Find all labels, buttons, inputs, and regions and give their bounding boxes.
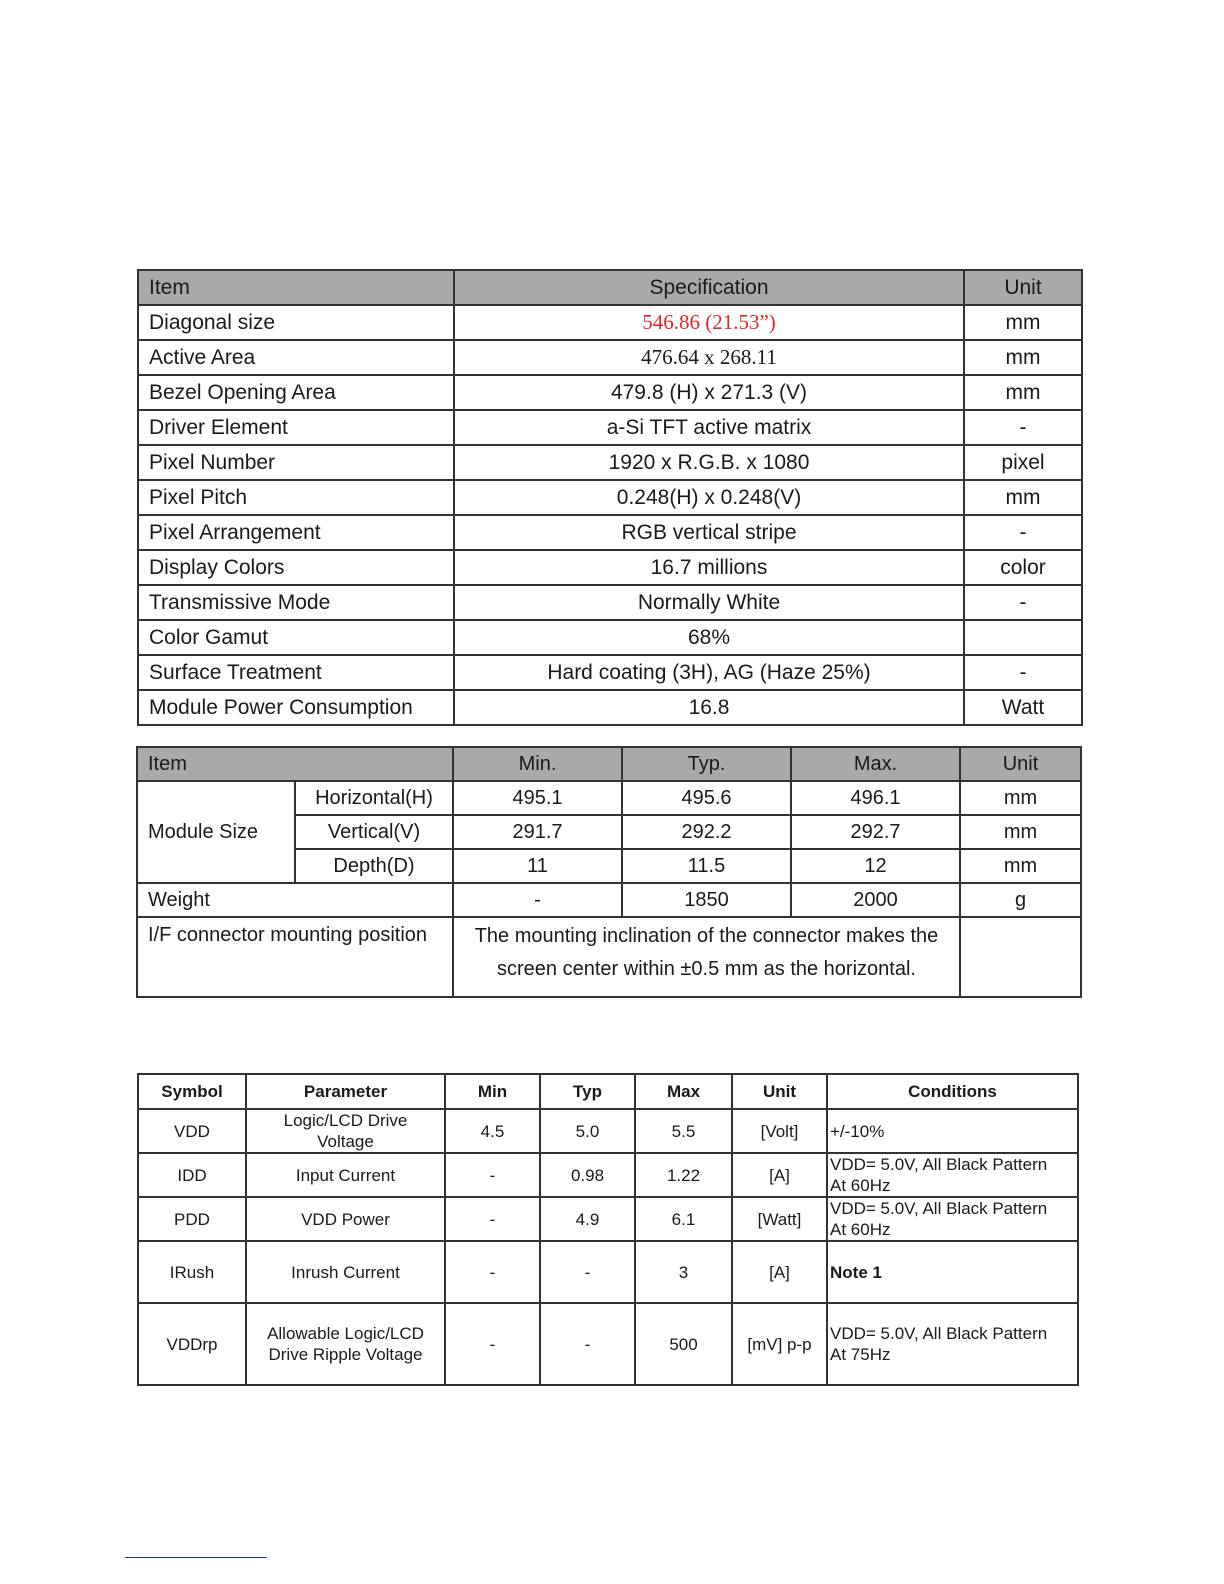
dimension-min: 495.1	[453, 781, 622, 815]
electrical-typ: 0.98	[540, 1153, 635, 1197]
spec-item: Driver Element	[138, 410, 454, 445]
electrical-parameter	[246, 1109, 445, 1153]
header-max: Max	[635, 1074, 732, 1109]
electrical-symbol: VDD	[138, 1109, 246, 1153]
electrical-row	[138, 1241, 1078, 1303]
electrical-min: -	[445, 1303, 540, 1385]
condition-line-1: VDD= 5.0V, All Black Pattern	[830, 1199, 1048, 1218]
spec-item: Pixel Number	[138, 445, 454, 480]
spec-unit: -	[964, 515, 1082, 550]
electrical-typ: 4.9	[540, 1197, 635, 1241]
spec-row	[138, 690, 1082, 725]
header-unit: Unit	[960, 747, 1081, 781]
dimension-max: 12	[791, 849, 960, 883]
condition-line-1: +/-10%	[830, 1121, 885, 1141]
spec-unit: -	[964, 585, 1082, 620]
electrical-min: -	[445, 1197, 540, 1241]
connector-description	[453, 917, 960, 997]
electrical-symbol: IRush	[138, 1241, 246, 1303]
electrical-max: 3	[635, 1241, 732, 1303]
connector-line-1: The mounting inclination of the connector makes the	[474, 925, 939, 947]
spec-value: 16.8	[454, 690, 964, 725]
spec-value: 16.7 millions	[454, 550, 964, 585]
header-unit: Unit	[732, 1074, 827, 1109]
spec-row	[138, 515, 1082, 550]
parameter-line-2: Voltage	[317, 1132, 374, 1151]
spec-item: Color Gamut	[138, 620, 454, 655]
spec-unit: -	[964, 655, 1082, 690]
weight-unit: g	[960, 883, 1081, 917]
spec-table	[137, 269, 1083, 726]
spec-value: Normally White	[454, 585, 964, 620]
electrical-conditions	[827, 1197, 1078, 1241]
electrical-max: 500	[635, 1303, 732, 1385]
spec-item: Active Area	[138, 340, 454, 375]
spec-unit: mm	[964, 480, 1082, 515]
electrical-min: -	[445, 1241, 540, 1303]
spec-row	[138, 655, 1082, 690]
electrical-unit: [mV] p-p	[732, 1303, 827, 1385]
electrical-min: 4.5	[445, 1109, 540, 1153]
connector-row	[137, 917, 1081, 997]
spec-unit: color	[964, 550, 1082, 585]
dimension-typ: 292.2	[622, 815, 791, 849]
spec-unit: mm	[964, 305, 1082, 340]
dimension-header-row	[137, 747, 1081, 781]
spec-unit: mm	[964, 375, 1082, 410]
condition-line-2: At 60Hz	[830, 1220, 891, 1239]
electrical-row	[138, 1109, 1078, 1153]
header-max: Max.	[791, 747, 960, 781]
condition-line-1: VDD= 5.0V, All Black Pattern	[830, 1324, 1048, 1343]
weight-typ: 1850	[622, 883, 791, 917]
spec-unit: -	[964, 410, 1082, 445]
spec-value: 1920 x R.G.B. x 1080	[454, 445, 964, 480]
header-unit: Unit	[964, 270, 1082, 305]
condition-line-2: At 60Hz	[830, 1176, 891, 1195]
spec-item: Transmissive Mode	[138, 585, 454, 620]
electrical-conditions	[827, 1241, 1078, 1303]
spec-item: Diagonal size	[138, 305, 454, 340]
dimension-typ: 11.5	[622, 849, 791, 883]
dimension-unit: mm	[960, 781, 1081, 815]
header-parameter: Parameter	[246, 1074, 445, 1109]
parameter-line-2: Drive Ripple Voltage	[268, 1345, 423, 1364]
dimension-row	[137, 781, 1081, 815]
spec-header-row	[138, 270, 1082, 305]
dimension-sub-label: Vertical(V)	[295, 815, 453, 849]
header-min: Min	[445, 1074, 540, 1109]
electrical-unit: [Watt]	[732, 1197, 827, 1241]
header-min: Min.	[453, 747, 622, 781]
electrical-row	[138, 1303, 1078, 1385]
header-item: Item	[138, 270, 454, 305]
electrical-conditions	[827, 1303, 1078, 1385]
condition-line-2: At 75Hz	[830, 1345, 891, 1364]
electrical-min: -	[445, 1153, 540, 1197]
spec-item: Module Power Consumption	[138, 690, 454, 725]
electrical-unit: [A]	[732, 1153, 827, 1197]
dimension-max: 292.7	[791, 815, 960, 849]
spec-value: 546.86 (21.53”)	[454, 305, 964, 340]
spec-row	[138, 340, 1082, 375]
spec-unit: mm	[964, 340, 1082, 375]
weight-label: Weight	[137, 883, 453, 917]
weight-max: 2000	[791, 883, 960, 917]
spec-item: Bezel Opening Area	[138, 375, 454, 410]
spec-item: Display Colors	[138, 550, 454, 585]
spec-row	[138, 375, 1082, 410]
electrical-header-row	[138, 1074, 1078, 1109]
dimension-min: 291.7	[453, 815, 622, 849]
electrical-table	[137, 1073, 1079, 1386]
connector-label: I/F connector mounting position	[137, 917, 453, 997]
spec-item: Pixel Pitch	[138, 480, 454, 515]
spec-row	[138, 480, 1082, 515]
dimension-table	[136, 746, 1082, 998]
condition-note: Note 1	[830, 1262, 882, 1282]
spec-value: 479.8 (H) x 271.3 (V)	[454, 375, 964, 410]
electrical-parameter	[246, 1303, 445, 1385]
spec-unit: Watt	[964, 690, 1082, 725]
header-specification: Specification	[454, 270, 964, 305]
spec-unit: pixel	[964, 445, 1082, 480]
header-item: Item	[137, 747, 453, 781]
dimension-max: 496.1	[791, 781, 960, 815]
dimension-unit: mm	[960, 849, 1081, 883]
weight-row	[137, 883, 1081, 917]
connector-line-2: screen center within ±0.5 mm as the horizontal.	[497, 958, 916, 980]
spec-value: a-Si TFT active matrix	[454, 410, 964, 445]
weight-min: -	[453, 883, 622, 917]
electrical-symbol: VDDrp	[138, 1303, 246, 1385]
dimension-min: 11	[453, 849, 622, 883]
header-conditions: Conditions	[827, 1074, 1078, 1109]
condition-line-1: VDD= 5.0V, All Black Pattern	[830, 1155, 1048, 1174]
spec-value: 476.64 x 268.11	[454, 340, 964, 375]
spec-value: 0.248(H) x 0.248(V)	[454, 480, 964, 515]
spec-item: Pixel Arrangement	[138, 515, 454, 550]
electrical-max: 1.22	[635, 1153, 732, 1197]
spec-item: Surface Treatment	[138, 655, 454, 690]
spec-row	[138, 410, 1082, 445]
dimension-sub-label: Horizontal(H)	[295, 781, 453, 815]
spec-row	[138, 620, 1082, 655]
spec-row	[138, 550, 1082, 585]
electrical-symbol: IDD	[138, 1153, 246, 1197]
dimension-sub-label: Depth(D)	[295, 849, 453, 883]
electrical-parameter: VDD Power	[246, 1197, 445, 1241]
spec-unit	[964, 620, 1082, 655]
electrical-unit: [A]	[732, 1241, 827, 1303]
header-typ: Typ.	[622, 747, 791, 781]
parameter-line-1: Logic/LCD Drive	[283, 1111, 408, 1130]
header-symbol: Symbol	[138, 1074, 246, 1109]
electrical-row	[138, 1197, 1078, 1241]
electrical-parameter: Inrush Current	[246, 1241, 445, 1303]
spec-row	[138, 305, 1082, 340]
header-typ: Typ	[540, 1074, 635, 1109]
connector-unit	[960, 917, 1081, 997]
electrical-row	[138, 1153, 1078, 1197]
electrical-conditions	[827, 1153, 1078, 1197]
electrical-symbol: PDD	[138, 1197, 246, 1241]
electrical-typ: -	[540, 1303, 635, 1385]
parameter-line-1: Allowable Logic/LCD	[267, 1324, 424, 1343]
spec-value: RGB vertical stripe	[454, 515, 964, 550]
footnote-separator	[125, 1557, 267, 1558]
spec-row	[138, 445, 1082, 480]
electrical-conditions	[827, 1109, 1078, 1153]
electrical-typ: 5.0	[540, 1109, 635, 1153]
electrical-max: 5.5	[635, 1109, 732, 1153]
electrical-unit: [Volt]	[732, 1109, 827, 1153]
electrical-parameter: Input Current	[246, 1153, 445, 1197]
spec-row	[138, 585, 1082, 620]
electrical-typ: -	[540, 1241, 635, 1303]
electrical-max: 6.1	[635, 1197, 732, 1241]
spec-value: Hard coating (3H), AG (Haze 25%)	[454, 655, 964, 690]
dimension-typ: 495.6	[622, 781, 791, 815]
spec-value: 68%	[454, 620, 964, 655]
module-size-label: Module Size	[137, 781, 295, 883]
dimension-unit: mm	[960, 815, 1081, 849]
